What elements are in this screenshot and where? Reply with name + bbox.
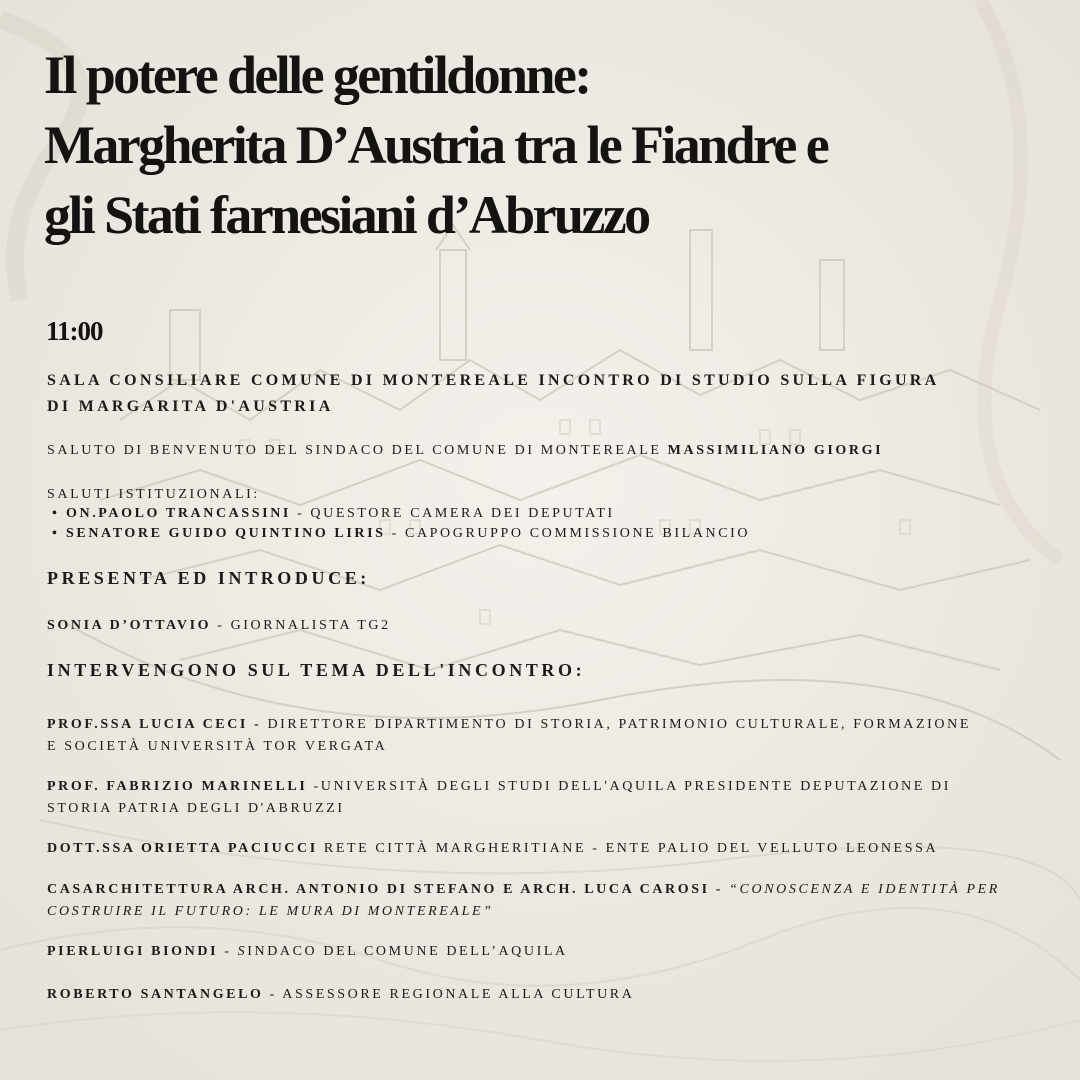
speaker-role: RETE CITTÀ MARGHERITIANE - ENTE PALIO DEL VELLUTO LEONESSA	[317, 841, 939, 856]
speaker-role-initial: S	[237, 944, 248, 959]
speaker-role-sep: -	[218, 944, 238, 959]
speaker-name: PROF. FABRIZIO MARINELLI	[47, 779, 308, 794]
welcome-text: SALUTO DI BENVENUTO DEL SINDACO DEL COMUNE DI MONTEREALE	[47, 443, 668, 458]
speaker-1	[47, 714, 1047, 758]
institutional-item-1	[52, 504, 615, 524]
speaker-role: - ASSESSORE REGIONALE ALLA CULTURA	[263, 987, 635, 1002]
speaker-name: CASARCHITETTURA ARCH. ANTONIO DI STEFANO E ARCH. LUCA CAROSI -	[47, 882, 724, 897]
guest-name: SENATORE GUIDO QUINTINO LIRIS	[66, 526, 386, 541]
welcome-greeting	[47, 440, 1047, 462]
title-line-1: Il potere delle gentildonne:	[44, 45, 590, 105]
institutional-label: SALUTI ISTITUZIONALI:	[47, 487, 260, 502]
speaker-role: INDACO DEL COMUNE DELL’AQUILA	[247, 944, 568, 959]
speaker-2	[47, 776, 1047, 820]
welcome-mayor-name: MASSIMILIANO GIORGI	[667, 443, 884, 458]
speaker-4	[47, 879, 1047, 923]
speaker-role-cont: STORIA PATRIA DEGLI D'ABRUZZI	[47, 801, 345, 816]
bullet-icon: •	[52, 526, 57, 541]
speaker-name: DOTT.SSA ORIETTA PACIUCCI	[47, 841, 318, 856]
speaker-5	[47, 941, 1047, 963]
guest-role: - QUESTORE CAMERA DEI DEPUTATI	[290, 506, 615, 521]
presenter-heading: PRESENTA ED INTRODUCE:	[47, 568, 370, 588]
venue-line-1: SALA CONSILIARE COMUNE DI MONTEREALE INCONTRO DI STUDIO SULLA FIGURA	[47, 372, 940, 389]
presenter-role: - GIORNALISTA TG2	[211, 618, 391, 633]
speaker-role: -UNIVERSITÀ DEGLI STUDI DELL'AQUILA PRESIDENTE DEPUTAZIONE DI	[307, 779, 951, 794]
speaker-name: PIERLUIGI BIONDI	[47, 944, 219, 959]
guest-name: ON.PAOLO TRANCASSINI	[66, 506, 291, 521]
title-line-3: gli Stati farnesiani d’Abruzzo	[44, 185, 649, 245]
speaker-role-cont: E SOCIETÀ UNIVERSITÀ TOR VERGATA	[47, 739, 388, 754]
speaker-name: ROBERTO SANTANGELO	[47, 987, 264, 1002]
speaker-role: DIRETTORE DIPARTIMENTO DI STORIA, PATRIMONIO CULTURALE, FORMAZIONE	[261, 717, 972, 732]
venue-line-2: DI MARGARITA D'AUSTRIA	[47, 398, 334, 415]
presenter-name: SONIA D’OTTAVIO	[47, 618, 212, 633]
speaker-talk-title: “CONOSCENZA E IDENTITÀ PER	[723, 882, 1000, 897]
speaker-talk-title-cont: COSTRUIRE IL FUTURO: LE MURA DI MONTEREALE”	[47, 904, 494, 919]
speakers-heading: INTERVENGONO SUL TEMA DELL'INCONTRO:	[47, 660, 586, 680]
institutional-item-2	[52, 524, 750, 544]
bullet-icon: •	[52, 506, 57, 521]
speaker-3	[47, 838, 1047, 860]
venue-description	[47, 368, 1047, 420]
speaker-name: PROF.SSA LUCIA CECI -	[47, 717, 262, 732]
event-time: 11:00	[46, 316, 103, 346]
event-title	[44, 40, 1044, 250]
guest-role: - CAPOGRUPPO COMMISSIONE BILANCIO	[385, 526, 751, 541]
speaker-6	[47, 984, 1047, 1006]
presenter-line	[47, 615, 1047, 637]
title-line-2: Margherita D’Austria tra le Fiandre e	[44, 115, 828, 175]
